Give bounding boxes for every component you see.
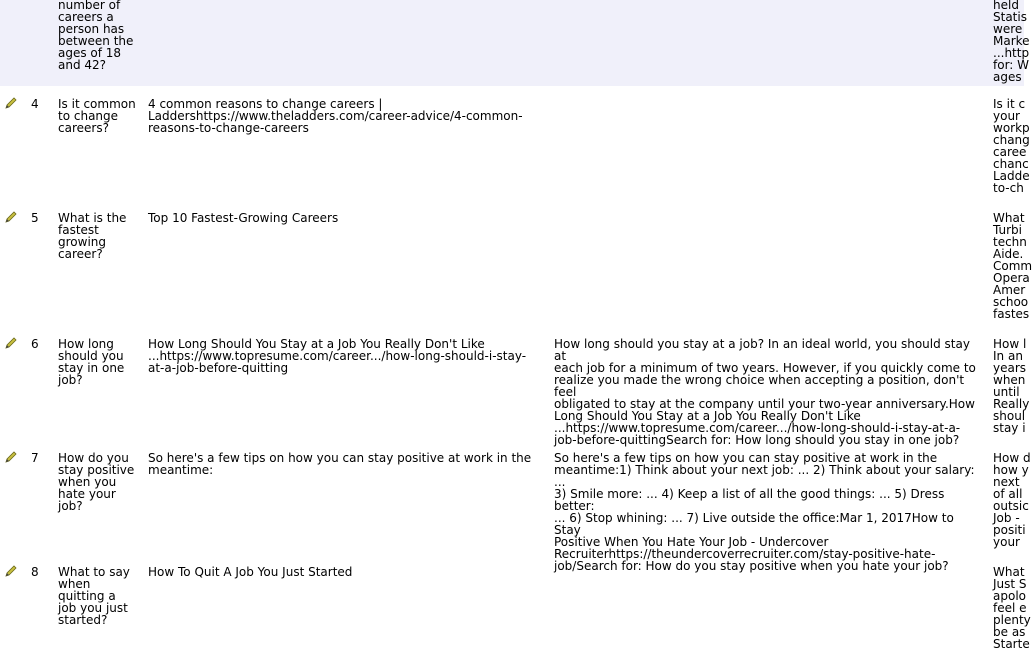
answer-cell: Top 10 Fastest-Growing Careers bbox=[148, 211, 339, 225]
answer-cell: How To Quit A Job You Just Started bbox=[148, 565, 353, 579]
question-cell: How do you stay positive when you hate your job? bbox=[58, 451, 135, 513]
answer-cell: So here's a few tips on how you can stay positive at work in the meantime: bbox=[148, 451, 532, 477]
question-cell: Is it common to change careers? bbox=[58, 97, 136, 135]
snippet-cell: How long should you stay at a job? In an ideal world, you should stay at each job for a minimum of two years. However, if you quickly come to realize you made the wrong choice when accepting a position, don't feel obligated to stay at the company until your two-year anniversary.How Long Should You Stay at a Job You Really Don't Like ...https://www.topresume.com/career.../how-long-should-i-stay-at-a- job-before-quittingSearch for: How long should you stay in one job? bbox=[554, 337, 976, 447]
table-row bbox=[0, 565, 1031, 651]
question-cell: What is the fastest growing career? bbox=[58, 211, 127, 261]
question-cell: What to say when quitting a job you just started? bbox=[58, 565, 130, 627]
extra-cell: How d how y next of all outsic Job - positi your bbox=[993, 451, 1031, 549]
table-row bbox=[0, 337, 1030, 452]
extra-cell: What Just S apolo feel e plenty be as Starte bbox=[993, 565, 1031, 651]
pencil-edit-icon[interactable] bbox=[4, 336, 18, 350]
answer-cell: How Long Should You Stay at a Job You Really Don't Like ...https://www.topresume.com/career.../how-long-should-i-stay- at-a-job-before-quitting bbox=[148, 337, 527, 375]
snippet-cell: So here's a few tips on how you can stay positive at work in the meantime:1) Think about your next job: ... 2) Think about your salary: ... 3) Smile more: ... 4) Keep a list of all the good things: ... 5) Dress better: ... 6) Stop whining: ... 7) Live outside the office:Mar 1, 2017How to Stay Positive When You Hate Your Job - Undercover Recruiterhttps://theundercoverrecruiter.com/stay-positive-hate- job/Search for: How do you stay positive when you hate your job? bbox=[554, 451, 975, 573]
extra-cell: How l In an years when until Really shoul stay i bbox=[993, 337, 1030, 435]
pencil-edit-icon[interactable] bbox=[4, 450, 18, 464]
question-cell: number of careers a person has between the ages of 18 and 42? bbox=[58, 0, 134, 72]
table-row bbox=[0, 211, 1032, 338]
table-row bbox=[0, 97, 1030, 212]
table-row bbox=[0, 0, 1030, 86]
pencil-edit-icon[interactable] bbox=[4, 564, 18, 578]
answer-cell: 4 common reasons to change careers | Laddershttps://www.theladders.com/career-advice/4-common- reasons-to-change-careers bbox=[148, 97, 523, 135]
pencil-edit-icon[interactable] bbox=[4, 210, 18, 224]
extra-cell: What Turbi techn Aide. Comm Opera Amer schoo fastes bbox=[993, 211, 1032, 321]
row-number: 6 bbox=[31, 337, 39, 351]
row-number: 7 bbox=[31, 451, 39, 465]
pencil-edit-icon[interactable] bbox=[4, 96, 18, 110]
extra-cell: Is it c your workp chang caree chanc Ladde to-ch bbox=[993, 97, 1030, 195]
row-number: 5 bbox=[31, 211, 39, 225]
row-number: 4 bbox=[31, 97, 39, 111]
extra-cell: held Statis were Marke ...http for: W ages bbox=[993, 0, 1030, 84]
row-number: 8 bbox=[31, 565, 39, 579]
question-cell: How long should you stay in one job? bbox=[58, 337, 125, 387]
